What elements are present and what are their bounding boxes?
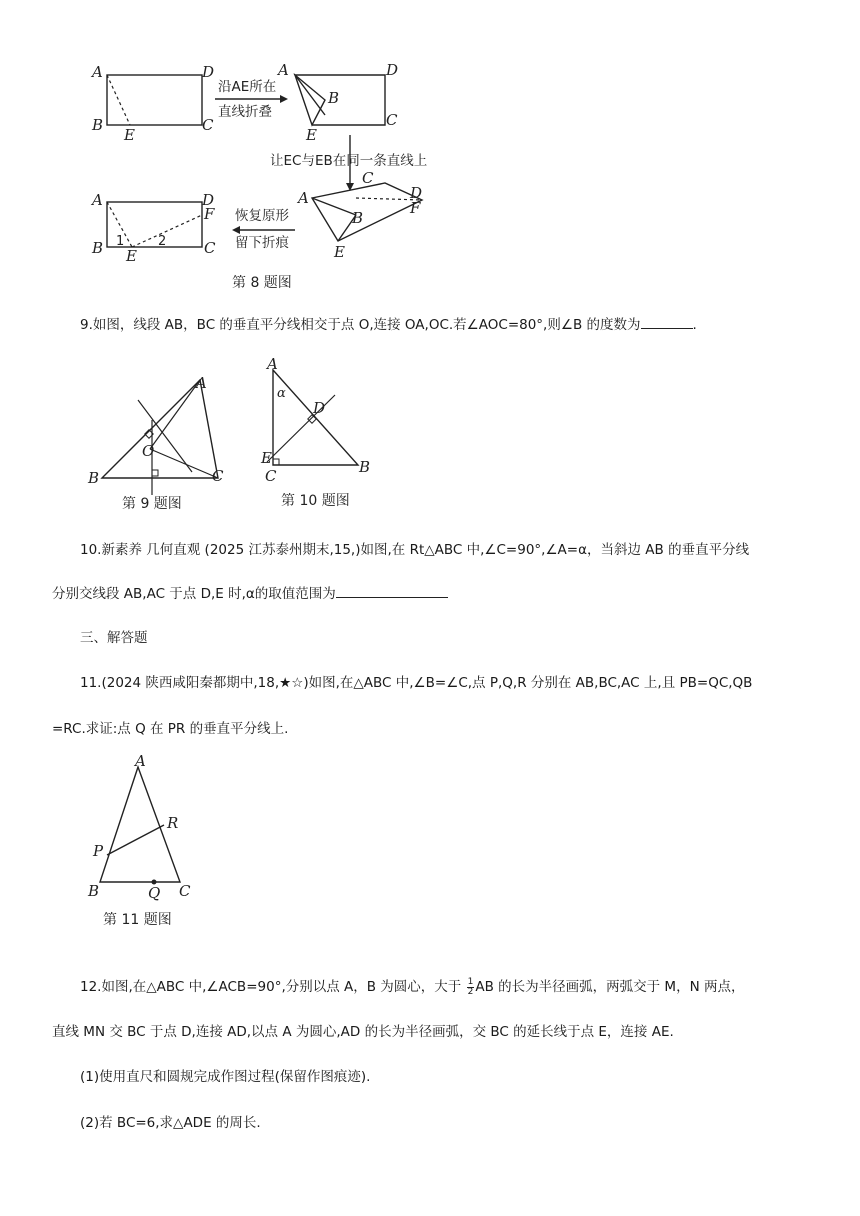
question-9 [80,314,840,335]
figure-10 [255,355,395,520]
figure-10-caption: 第 10 题图 [281,493,350,509]
label-q: Q [148,884,161,902]
label-d: D [313,399,326,417]
label-p: P [93,842,104,860]
question-12-part2: (2)若 BC=6,求△ADE 的周长. [80,1115,261,1131]
question-12-part1: (1)使用直尺和圆规完成作图过程(保留作图痕迹). [80,1069,371,1085]
label-c: C [265,467,277,485]
step3-text: 恢复原形 [235,208,289,224]
question-11-line1: 11.(2024 陕西咸阳秦都期中,18,★☆)如图,在△ABC 中,∠B=∠C,点 P,Q,R 分别在 AB,BC,AC 上,且 PB=QC,QB [80,675,753,691]
question-10-line2 [52,583,812,604]
label-e2: E [306,126,317,144]
figure-8 [80,55,450,300]
question-12-text-b: AB 的长为半径画弧，两弧交于 M，N 两点， [475,979,745,995]
answer-blank-10[interactable] [336,583,448,598]
label-f3: F [410,199,421,217]
step2-text: 让EC与EB在同一条直线上 [270,153,428,169]
label-c: C [179,882,191,900]
question-12-text-a: 12.如图,在△ABC 中,∠ACB=90°,分别以点 A，B 为圆心，大于 [80,979,462,995]
figure-9-caption: 第 9 题图 [122,496,182,512]
question-9-text: 9.如图，线段 AB，BC 的垂直平分线相交于点 O,连接 OA,OC.若∠AOC=80°,则∠B 的度数为 [80,317,641,333]
label-r: R [167,814,179,832]
label-e: E [261,449,272,467]
figure-11 [85,752,205,932]
question-9-end: . [692,317,697,333]
angle-1: 1 [116,234,125,249]
label-a2: A [278,61,289,79]
question-12-line2: 直线 MN 交 BC 于点 D,连接 AD,以点 A 为圆心,AD 的长为半径画弧，交 BC 的延长线于点 E，连接 AE. [52,1024,674,1040]
label-b: B [92,116,104,134]
label-b3: B [352,209,364,227]
step1-text-2: 直线折叠 [218,104,272,120]
answer-blank-9[interactable] [641,314,693,329]
label-a3: A [298,189,309,207]
label-a: A [92,63,103,81]
label-a: A [267,355,278,373]
angle-2: 2 [158,234,167,249]
figure-11-caption: 第 11 题图 [103,912,172,928]
question-11-line2: =RC.求证:点 Q 在 PR 的垂直平分线上. [52,721,289,737]
label-c: C [212,467,224,485]
figure-9 [80,355,240,520]
label-f4: F [204,205,215,223]
label-d2: D [386,61,399,79]
label-b: B [88,469,100,487]
label-c3: C [362,169,374,187]
label-b: B [88,882,100,900]
label-a: A [135,752,146,770]
label-alpha: α [277,386,286,401]
label-a: A [196,374,207,392]
question-10-line1: 10.新素养 几何直观 (2025 江苏泰州期末,15,)如图,在 Rt△ABC 中,∠C=90°,∠A=α，当斜边 AB 的垂直平分线 [80,542,750,558]
section-heading: 三、解答题 [80,630,148,646]
label-d: D [202,63,215,81]
label-c2: C [386,111,398,129]
question-12-line1 [80,977,840,997]
label-b: B [359,458,371,476]
label-o: O [142,442,155,460]
label-c: C [202,116,214,134]
label-e3: E [334,243,345,261]
label-c4: C [204,239,216,257]
step3-text-2: 留下折痕 [235,235,289,251]
step1-text: 沿AE所在 [218,79,277,95]
question-10-line2-text: 分别交线段 AB,AC 于点 D,E 时,α的取值范围为 [52,586,336,602]
label-e4: E [126,247,137,265]
figure-8-caption: 第 8 题图 [232,275,292,291]
label-e: E [124,126,135,144]
label-b2: B [328,89,340,107]
label-b4: B [92,239,104,257]
fraction-half: $\frac{1}{2}$ [467,976,474,997]
label-a4: A [92,191,103,209]
label-d4: D [202,191,215,209]
label-d3: D [410,184,423,202]
